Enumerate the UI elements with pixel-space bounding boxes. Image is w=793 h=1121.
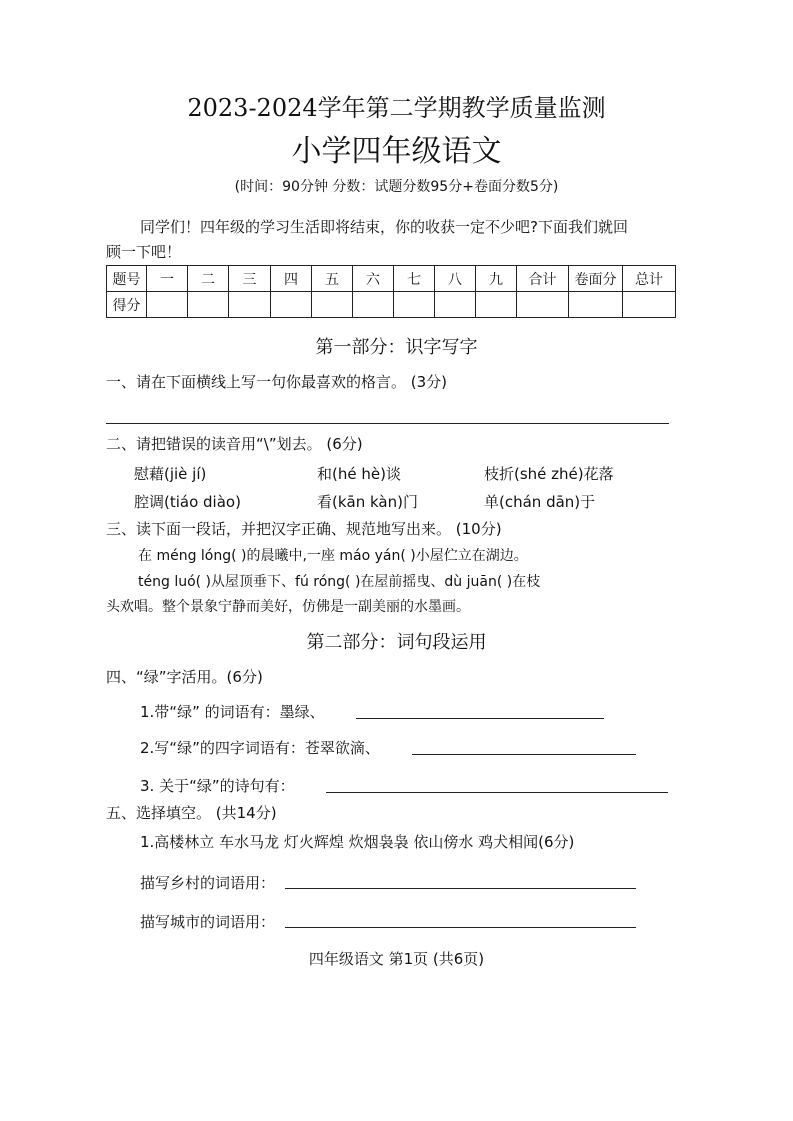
score-input-cell[interactable] — [623, 292, 676, 318]
question-4-sub-2: 2.写“绿”的四字词语有：苍翠欲滴、 — [140, 739, 380, 757]
score-table-header-row — [107, 266, 676, 292]
table-cell: 六 — [353, 266, 394, 292]
question-4-sub-1: 1.带“绿” 的词语有：墨绿、 — [140, 703, 325, 721]
answer-line-urban[interactable] — [285, 927, 636, 928]
part2-title: 第二部分：词句段运用 — [306, 632, 487, 653]
answer-line-q4-3[interactable] — [326, 792, 668, 793]
exam-info: (时间：90分钟 分数：试题分数95分+卷面分数5分) — [234, 179, 559, 195]
table-cell: 得分 — [107, 292, 147, 318]
answer-line-q4-2[interactable] — [412, 754, 636, 755]
answer-line-q1[interactable] — [106, 423, 669, 424]
part1-title: 第一部分：识字写字 — [315, 337, 478, 358]
table-cell: 三 — [229, 266, 271, 292]
rural-words-label: 描写乡村的词语用： — [140, 874, 276, 892]
passage-line-3: 头欢唱。整个景象宁静而美好，仿佛是一副美丽的水墨画。 — [106, 599, 470, 615]
table-cell: 四 — [271, 266, 312, 292]
table-cell: 五 — [312, 266, 353, 292]
score-input-cell[interactable] — [271, 292, 312, 318]
answer-line-q4-1[interactable] — [356, 718, 604, 719]
table-cell: 九 — [476, 266, 517, 292]
page-footer: 四年级语文 第1页 (共6页) — [308, 950, 485, 968]
question-4: 四、“绿”字活用。(6分) — [106, 668, 263, 686]
pinyin-item[interactable]: 看(kān kàn)门 — [317, 493, 418, 511]
exam-subtitle: 小学四年级语文 — [291, 134, 502, 169]
score-input-cell[interactable] — [569, 292, 623, 318]
score-table-score-row — [107, 292, 676, 318]
question-5: 五、选择填空。 (共14分) — [106, 804, 277, 822]
table-cell: 卷面分 — [569, 266, 623, 292]
score-input-cell[interactable] — [394, 292, 435, 318]
score-table — [106, 265, 676, 318]
score-input-cell[interactable] — [312, 292, 353, 318]
passage-line-2: téng luó( )从屋顶垂下、fú róng( )在屋前摇曳、dù juān( )在枝 — [138, 574, 541, 590]
question-2: 二、请把错误的读音用“\”划去。 (6分) — [106, 435, 363, 453]
score-input-cell[interactable] — [476, 292, 517, 318]
score-input-cell[interactable] — [229, 292, 271, 318]
score-input-cell[interactable] — [353, 292, 394, 318]
pinyin-item[interactable]: 和(hé hè)谈 — [317, 465, 401, 483]
pinyin-item[interactable]: 慰藉(jiè jí) — [134, 465, 207, 483]
urban-words-label: 描写城市的词语用： — [140, 913, 276, 931]
table-cell: 题号 — [107, 266, 147, 292]
table-cell: 合计 — [517, 266, 569, 292]
pinyin-item[interactable]: 腔调(tiáo diào) — [134, 493, 241, 511]
table-cell: 总计 — [623, 266, 676, 292]
question-4-sub-3: 3. 关于“绿”的诗句有： — [140, 777, 295, 795]
score-input-cell[interactable] — [517, 292, 569, 318]
pinyin-item[interactable]: 枝折(shé zhé)花落 — [484, 465, 614, 483]
question-1: 一、请在下面横线上写一句你最喜欢的格言。 (3分) — [106, 373, 448, 391]
intro-line-1: 同学们！四年级的学习生活即将结束，你的收获一定不少吧?下面我们就回 — [140, 218, 628, 236]
exam-title: 2023-2024学年第二学期教学质量监测 — [187, 94, 606, 122]
pinyin-item[interactable]: 单(chán dān)于 — [484, 493, 596, 511]
table-cell: 一 — [147, 266, 188, 292]
table-cell: 八 — [435, 266, 476, 292]
question-3: 三、读下面一段话，并把汉字正确、规范地写出来。 (10分) — [106, 520, 502, 538]
score-input-cell[interactable] — [188, 292, 229, 318]
table-cell: 二 — [188, 266, 229, 292]
table-cell: 七 — [394, 266, 435, 292]
score-input-cell[interactable] — [147, 292, 188, 318]
intro-line-2: 顾一下吧！ — [106, 243, 182, 261]
score-input-cell[interactable] — [435, 292, 476, 318]
answer-line-rural[interactable] — [285, 888, 636, 889]
passage-line-1: 在 méng lóng( )的晨曦中,一座 máo yán( )小屋伫立在湖边。 — [138, 548, 528, 564]
question-5-sub-1: 1.高楼林立 车水马龙 灯火辉煌 炊烟袅袅 依山傍水 鸡犬相闻(6分) — [140, 833, 575, 851]
